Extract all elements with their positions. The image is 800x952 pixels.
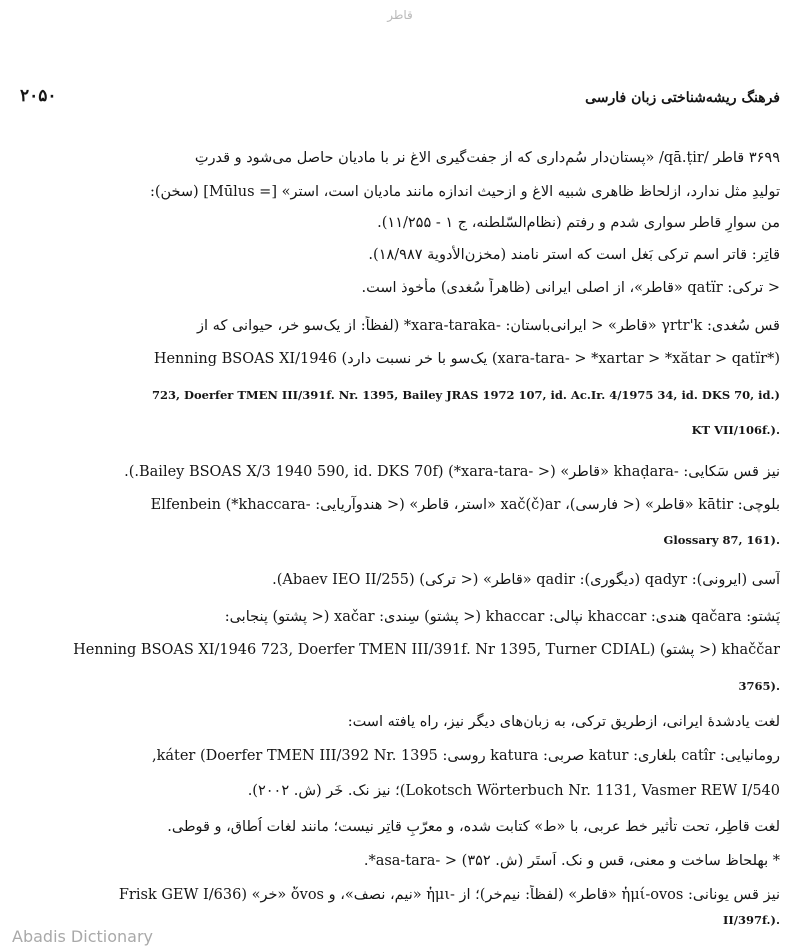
entry-line-2: تولیدِ مثل ندارد، ازلحاظ ظاهری شبیه الاغ و ازحیث اندازه مانند مادیان است، استر» [= Mūlus] (سخن): xyxy=(149,184,780,200)
entry-line-7: (*xara-tara- > *xartar > *xătar > qatïr) یک‌سو با خر نسبت دارد) Henning BSOAS XI/1946 xyxy=(153,351,780,367)
book-title: فرهنگ ریشه‌شناختی زبان فارسی xyxy=(585,90,780,106)
entry-line-4: قاتِر: قاتر اسم ترکی بَغل است که استر نامند (مخزن‌الأدویة ۱۸/۹۸۷). xyxy=(368,247,780,263)
entry-line-13: آسی (ایرونی): qadyr (دیگوری): qadir «قاطر» (< ترکی) (Abaev IEO II/255). xyxy=(272,572,780,588)
entry-line-10: نیز قس سَکایی: -khaḍara «قاطر» (< -xara-tara*) (Bailey BSOAS X/3 1940 590, id. DKS 70f.). xyxy=(124,464,780,480)
entry-line-21: * بهلحاظ ساخت و معنی، قس و نک. اَستَر (ش. ۳۵۲) < -asa-tara*. xyxy=(363,853,780,869)
entry-line-12: Glossary 87, 161). xyxy=(663,533,780,547)
entry-line-22: نیز قس یونانی: ἡμί-ovos «قاطر» (لفظاً: نیم‌خر)؛ از -ἡμι «نیم، نصف»، و ὄvos «خر» (Frisk GEW I/636 xyxy=(118,887,780,903)
entry-line-11: بلوچی: kātir «قاطر» (< فارسی)، xač(č)ar «استر، قاطر» (< هندوآریایی: -khaccara*) Elfenbein xyxy=(150,497,780,513)
entry-line-17: لغت یادشدهٔ ایرانی، ازطریق ترکی، به زبان‌های دیگر نیز، راه یافته است: xyxy=(347,714,780,730)
entry-line-1: ۳۶۹۹ قاطر /qā.ṭir/ «پستان‌دار سُم‌داری که از جفت‌گیری الاغ نر با مادیان حاصل می‌شود و قدرتِ xyxy=(194,150,780,166)
entry-line-18: رومانیایی: catîr بلغاری: katur صربی: katura روسی: káter (Doerfer TMEN III/392 Nr. 1395, xyxy=(151,748,780,764)
entry-line-9: KT VII/106f.). xyxy=(691,423,780,437)
entry-line-6: قس سُغدی: γrtr'k «قاطر» < ایرانی‌باستان: -xara-taraka* (لفظاً: از یک‌سو خر، حیوانی که از xyxy=(197,318,780,334)
page-number: ۲۰۵۰ xyxy=(20,86,57,106)
entry-line-14: پَشتو: qačara هندی: khaccar نپالی: khaccar (< پشتو) سِندی: xačar (< پشتو) پنجابی: xyxy=(224,609,780,625)
entry-line-3: من سوارِ قاطر سواری شدم و رفتم (نظام‌السّلطنه، ج ۱ - ۱۱/۲۵۵). xyxy=(377,215,780,231)
entry-line-19: Lokotsch Wörterbuch Nr. 1131, Vasmer REW I/540)؛ نیز نک. خَر (ش. ۲۰۰۲). xyxy=(247,783,780,799)
entry-line-5: < ترکی: qatïr «قاطر»، از اصلی ایرانی (ظاهراً سُغدی) مأخوذ است. xyxy=(361,280,780,296)
entry-line-16: 3765). xyxy=(738,679,780,693)
page-title: قاطر xyxy=(387,8,413,22)
watermark: Abadis Dictionary xyxy=(12,927,153,946)
entry-line-8: 723, Doerfer TMEN III/391f. Nr. 1395, Bailey JRAS 1972 107, id. Ac.Ir. 4/1975 34, id. DKS 70, id.) xyxy=(151,388,780,402)
dictionary-page-scan xyxy=(20,70,780,927)
entry-line-23: II/397f.). xyxy=(723,913,780,927)
entry-line-15: khaččar (< پشتو) (Henning BSOAS XI/1946 723, Doerfer TMEN III/391f. Nr 1395, Turner CDIAL xyxy=(73,642,780,658)
entry-line-20: لغت قاطِر، تحت تأثیر خط عربی، با «ط» کتابت شده، و معرّبِ قاتِر نیست؛ مانند لغات اُطاق، و قوطی. xyxy=(167,819,780,835)
